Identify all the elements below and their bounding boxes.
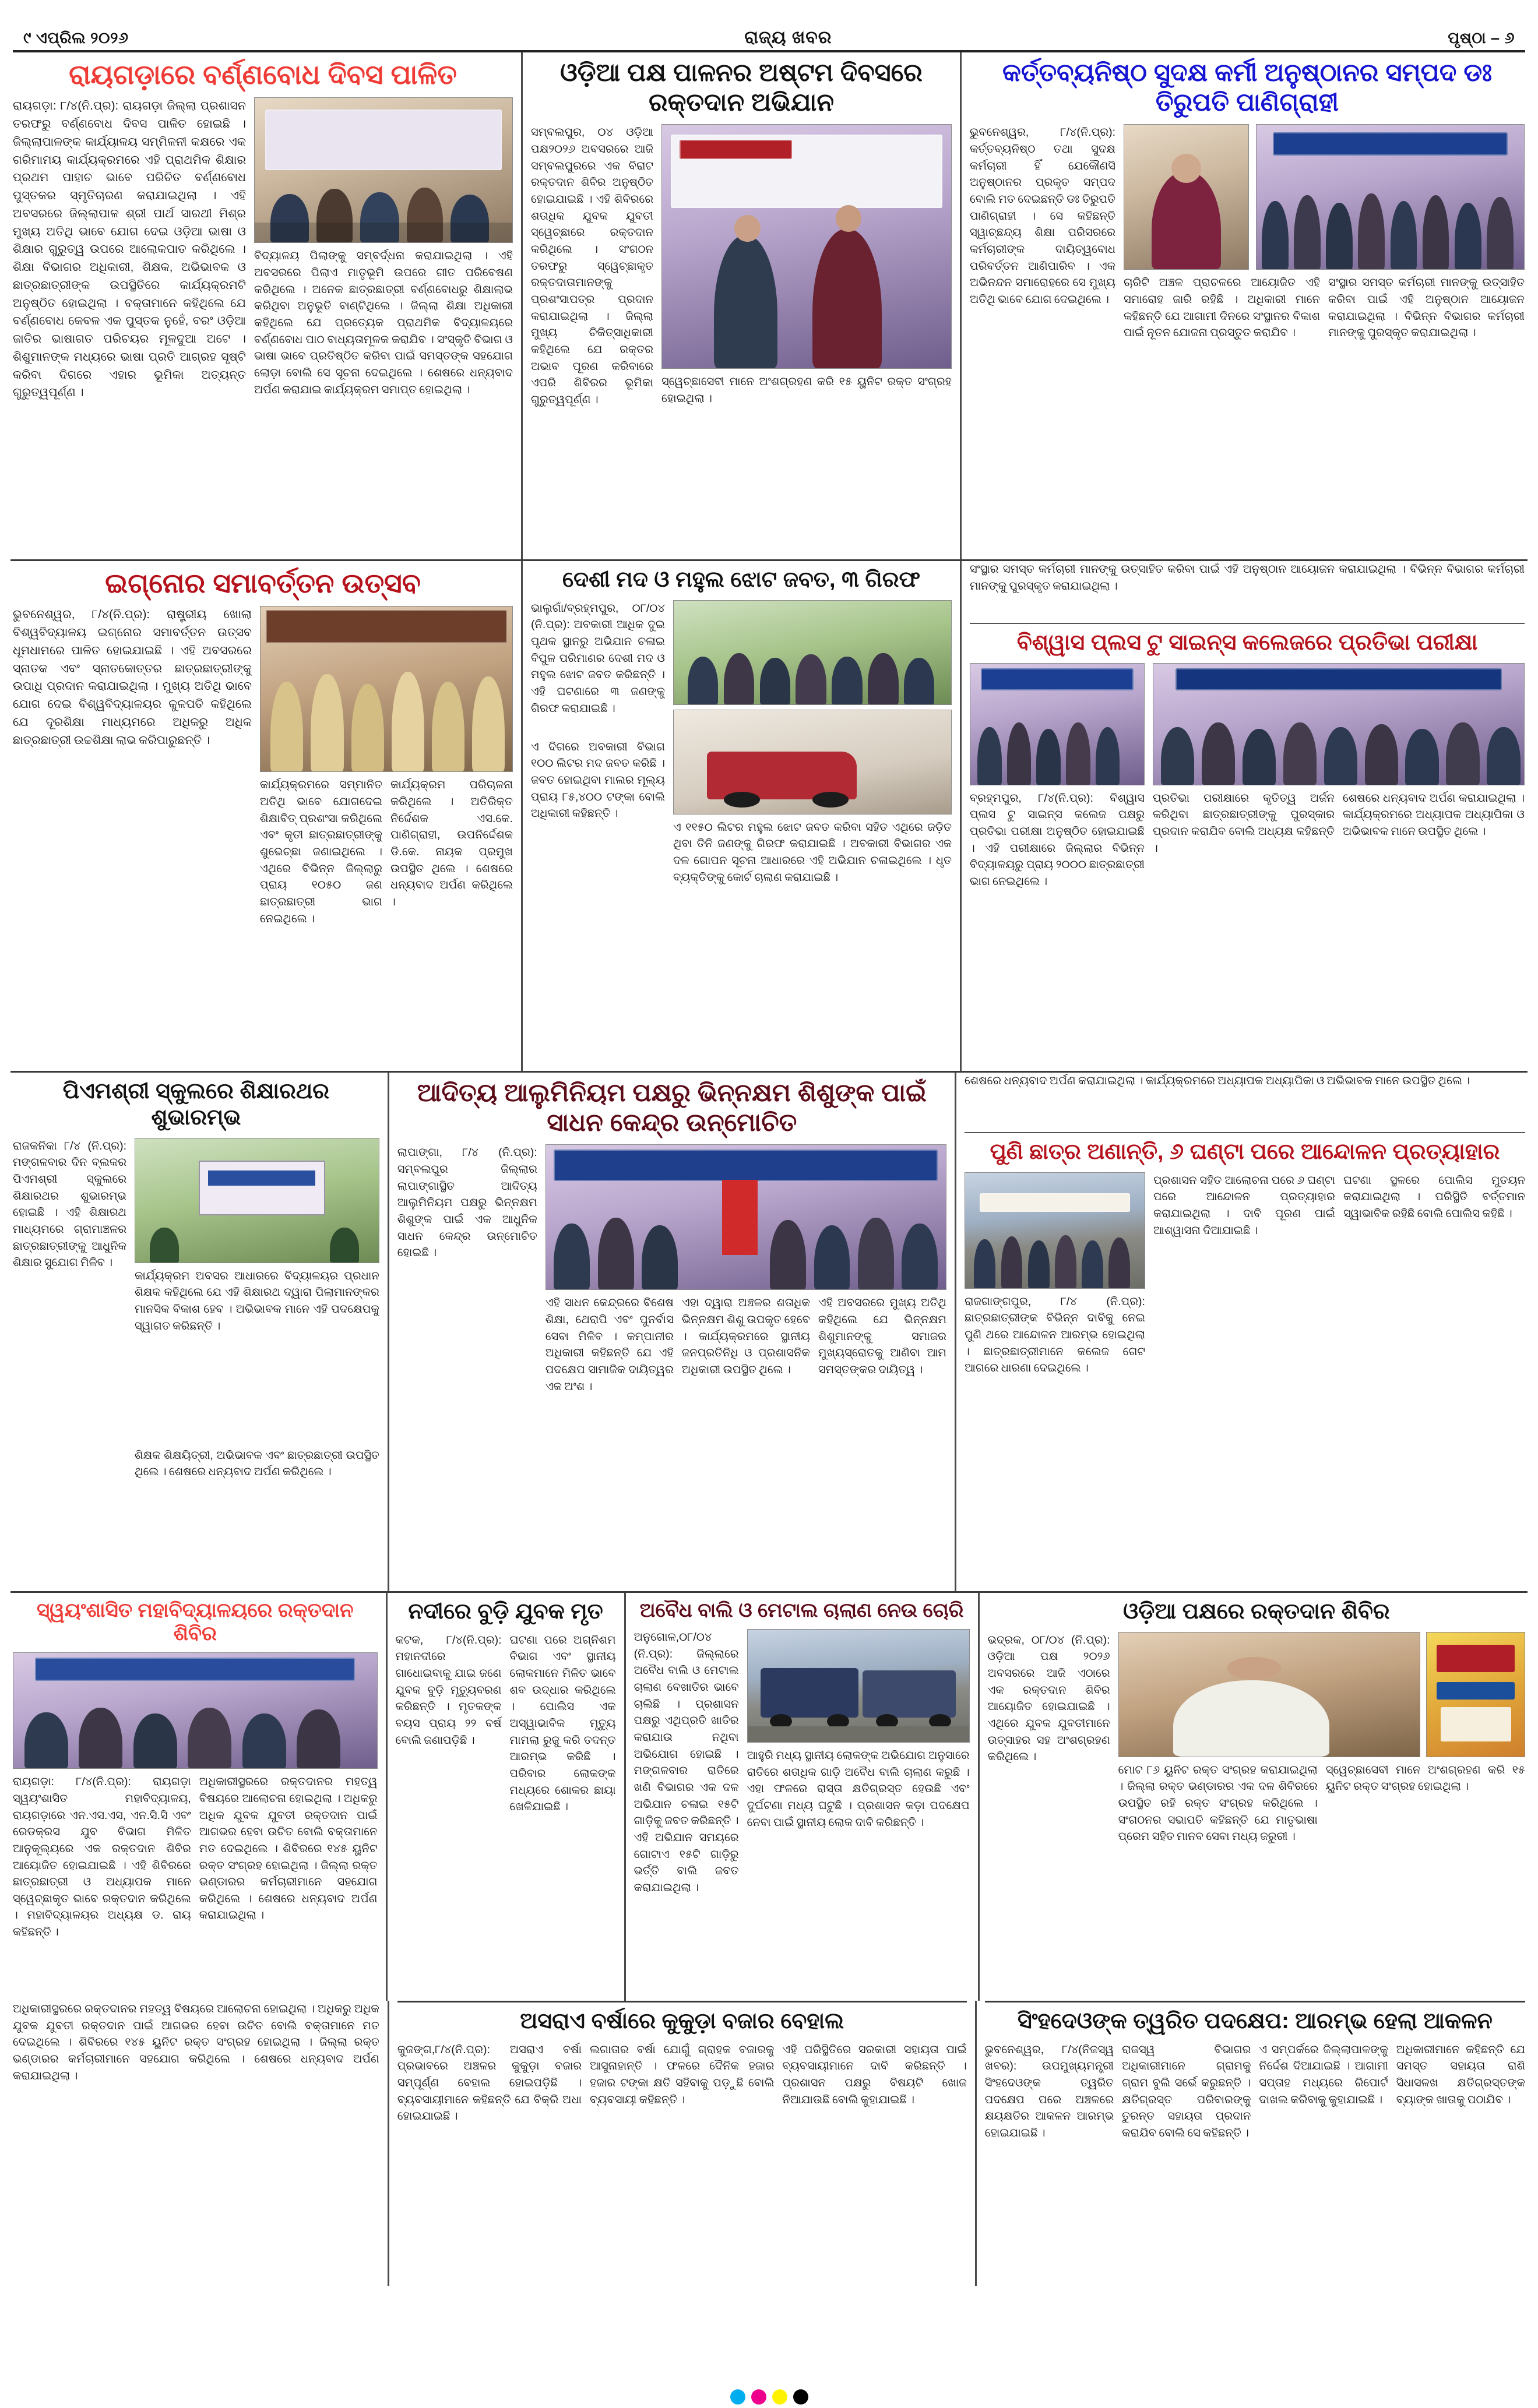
story-pmshri-shiksharatha xyxy=(10,1073,382,1591)
cmyk-registration-marks xyxy=(730,2389,808,2405)
body-text: ଘଟଣା ପରେ ଅଗ୍ନିଶମ ବିଭାଗ ଏବଂ ସ୍ଥାନୀୟ ଲୋକମାନେ ମିଳିତ ଭାବେ ଶବ ଉଦ୍ଧାର କରିଥିଲେ । ପୋଲିସ ଏକ ଅସ୍ୱାଭାବିକ ମୃତ୍ୟୁ ମାମଲା ରୁଜୁ କରି ତଦନ୍ତ ଆରମ୍ଭ କରିଛି । ପରିବାର ଲୋକଙ୍କ ମଧ୍ୟରେ ଶୋକର ଛାୟା ଖେଳିଯାଇଛି । xyxy=(509,1633,616,1814)
body-text: ଏହି ପରିସ୍ଥିତିରେ ସରକାରୀ ସହାୟତା ପାଇଁ ବ୍ୟବସାୟୀମାନେ ଦାବି କରିଛନ୍ତି । ପ୍ରଶାସନ ପକ୍ଷରୁ ବିଷୟଟି ଖୋଜ ନିଆଯାଉଛି ବୋଲି କୁହାଯାଇଛି । xyxy=(782,2043,967,2106)
story-odia-paksha-blood-camp xyxy=(986,1593,1528,2001)
story-biswas-plus-two xyxy=(967,561,1527,1071)
photo-barnabodha-event xyxy=(254,97,513,243)
body-text: ଭୁବନେଶ୍ୱର, ୮/୪(ନି.ପ୍ର): କର୍ତ୍ତବ୍ୟନିଷ୍ଠ ତଥା ସୁଦକ୍ଷ କର୍ମଚାରୀ ହିଁ ଯେକୌଣସି ଅନୁଷ୍ଠାନର ପ୍ରକୃତ ସମ୍ପଦ ବୋଲି ମତ ଦେଇଛନ୍ତି ଡଃ ତିରୁପତି ପାଣିଗ୍ରାହୀ । ସେ କହିଛନ୍ତି ସ୍ୱାଚ୍ଛନ୍ଦ୍ୟ ଶିକ୍ଷା ପରିସରରେ କର୍ମଚାରୀଙ୍କ ଦାୟିତ୍ୱବୋଧ ପରିବର୍ତ୍ତନ ଆଣିପାରିବ । ଏକ ଅଭିନନ୍ଦନ ସମାରୋହରେ ସେ ମୁଖ୍ୟ ଅତିଥି ଭାବେ ଯୋଗ ଦେଇଥିଲେ । xyxy=(970,126,1115,306)
column-divider xyxy=(521,52,523,559)
column-divider xyxy=(386,1593,388,2001)
photo-camp-banner xyxy=(1426,1632,1525,1757)
headline-aditya-aluminium: ଆଦିତ୍ୟ ଆଲୁମିନିୟମ ପକ୍ଷରୁ ଭିନ୍ନକ୍ଷମ ଶିଶୁଙ୍କ ପାଇଁ ସାଧନ କେନ୍ଦ୍ର ଉନ୍ମୋଚିତ xyxy=(417,1079,927,1137)
magenta-dot xyxy=(751,2389,766,2405)
row5-left-spacer xyxy=(10,2001,382,2286)
row-5 xyxy=(10,2001,1528,2286)
continuation-text: ସଂସ୍ଥାର ସମସ୍ତ କର୍ମଚାରୀ ମାନଙ୍କୁ ଉତ୍ସାହିତ କରିବା ପାଇଁ ଏହି ଅନୁଷ୍ଠାନ ଆୟୋଜନ କରାଯାଇଥିଲା । ବିଭିନ୍ନ ବିଭାଗର କର୍ମଚାରୀ ମାନଙ୍କୁ ପୁରସ୍କୃତ କରାଯାଇଥିଲା । xyxy=(970,563,1525,593)
headline-singhdeo-action: ସିଂହଦେଓଙ୍କ ତ୍ୱରିତ ପଦକ୍ଷେପ: ଆରମ୍ଭ ହେଲା ଆକଳନ xyxy=(1017,2009,1493,2033)
story-tirupati-panigrahi xyxy=(967,52,1527,559)
body-text: ଅନୁଗୋଳ,୦୮/୦୪ (ନି.ପ୍ର): ଜିଲ୍ଲାରେ ଅବୈଧ ବାଲି ଓ ମେଟାଲ ଚାଲାଣ ବେଖାତିର ଭାବେ ଚାଲିଛି । ପ୍ରଶାସନ ପକ୍ଷରୁ ଏଥିପ୍ରତି ଖାତିର କରାଯାଉ ନଥିବା ଅଭିଯୋଗ ହୋଇଛି । ମଙ୍ଗଳବାର ରାତିରେ ଖଣି ବିଭାଗର ଏକ ଦଳ ଅଭିଯାନ ଚଳାଇ ୧୫ଟି ଗାଡ଼ିକୁ ଜବତ କରିଛନ୍ତି । ଏହି ଅଭିଯାନ ସମୟରେ ଗୋଟାଏ ୧୫ଟି ଗାଡ଼ିରୁ ଭର୍ତ୍ତି ବାଲି ଜବତ କରାଯାଇଥିଲା । xyxy=(633,1631,739,1894)
headline-autonomous-college-blood: ସ୍ୱୟଂଶାସିତ ମହାବିଦ୍ୟାଳୟରେ ରକ୍ତଦାନ ଶିବିର xyxy=(37,1599,354,1645)
headline-raygada-barnabodha: ରାୟଗଡ଼ାରେ ବର୍ଣ୍ଣବୋଧ ଦିବସ ପାଳିତ xyxy=(69,59,457,90)
body-text: ସ୍ୱେଚ୍ଛାସେବୀ ମାନେ ଅଂଶଗ୍ରହଣ କରି ୧୫ ୟୁନିଟ ରକ୍ତ ସଂଗ୍ରହ ହୋଇଥିଲା । xyxy=(661,375,952,406)
body-text: ଏ ଦିଗରେ ଅବକାରୀ ବିଭାଗ ୧୦୦ ଲିଟର ମଦ ଜବତ କରିଛି । ଜବତ ହୋଇଥିବା ମାଲର ମୂଲ୍ୟ ପ୍ରାୟ ୮୫,୪୦୦ ଟଙ୍କା ବୋଲି ଅଧିକାରୀ କହିଛନ୍ତି । xyxy=(531,740,665,820)
body-text: ରାଜଗାଙ୍ଗପୁର, ୮/୪ (ନି.ପ୍ର): ଛାତ୍ରଛାତ୍ରୀଙ୍କ ବିଭିନ୍ନ ଦାବିକୁ ନେଇ ପୁଣି ଥରେ ଆନ୍ଦୋଳନ ଆରମ୍ଭ ହୋଇଥିଲା । ଛାତ୍ରଛାତ୍ରୀମାନେ କଲେଜ ଗେଟ ଆଗରେ ଧାରଣା ଦେଇଥିଲେ । xyxy=(964,1295,1145,1375)
column-divider xyxy=(624,1593,626,2001)
story-students-protest xyxy=(962,1073,1528,1591)
photo-group-felicitation xyxy=(1256,124,1525,270)
masthead-page-number: ପୃଷ୍ଠା – ୬ xyxy=(1448,29,1515,47)
black-dot xyxy=(793,2389,808,2405)
body-text: ରାଜକନିକା ୮/୪ (ନି.ପ୍ର): ମଙ୍ଗଳବାର ଦିନ ବ୍ଲକର ପିଏମଶ୍ରୀ ସ୍କୁଲରେ ଶିକ୍ଷାରଥର ଶୁଭାରମ୍ଭ ହୋଇଛି । ଏହି ଶିକ୍ଷାରଥ ମାଧ୍ୟମରେ ଗ୍ରାମାଞ୍ଚଳର ଛାତ୍ରଛାତ୍ରୀଙ୍କୁ ଆଧୁନିକ ଶିକ୍ଷାର ସୁଯୋଗ ମିଳିବ । xyxy=(13,1139,126,1270)
photo-centre-inauguration xyxy=(545,1144,946,1290)
body-text: ଏହି ଅବସରରେ ମୁଖ୍ୟ ଅତିଥି କହିଥିଲେ ଯେ ଭିନ୍ନକ୍ଷମ ଶିଶୁମାନଙ୍କୁ ସମାଜର ମୁଖ୍ୟସ୍ରୋତକୁ ଆଣିବା ଆମ ସମସ୍ତଙ୍କର ଦାୟିତ୍ୱ । xyxy=(818,1296,946,1377)
photo-student-protest xyxy=(965,1172,1145,1289)
body-text: ଏହି ସାଧନ କେନ୍ଦ୍ରରେ ବିଶେଷ ଶିକ୍ଷା, ଥେରାପି ଏବଂ ପୁନର୍ବାସ ସେବା ମିଳିବ । କମ୍ପାନୀର ଅଧିକାରୀ କହିଛନ୍ତି ଯେ ଏହି ପଦକ୍ଷେପ ସାମାଜିକ ଦାୟିତ୍ୱର ଏକ ଅଂଶ । xyxy=(545,1296,674,1393)
column-divider xyxy=(960,52,962,559)
body-text: ଏ ୧୧୫୦ ଲିଟର ମହୁଲ ଝୋଟ ଜବତ କରିବା ସହିତ ଏଥିରେ ଜଡ଼ିତ ଥିବା ତିନି ଜଣଙ୍କୁ ଗିରଫ କରାଯାଇଛି । ଅବକାରୀ ବିଭାଗର ଏକ ଦଳ ଗୋପନ ସୂଚନା ଆଧାରରେ ଏହି ଅଭିଯାନ ଚଳାଇଥିଲେ । ଧୃତ ବ୍ୟକ୍ତିଙ୍କୁ କୋର୍ଟ ଚାଲାଣ କରାଯାଇଛି । xyxy=(673,820,952,884)
body-text: ବିଦ୍ୟାଳୟ ପିଲାଙ୍କୁ ସମ୍ବର୍ଦ୍ଧନା କରାଯାଇଥିଲା । ଏହି ଅବସରରେ ପିଲାଏ ମାତୃଭୂମି ଉପରେ ଗୀତ ପରିବେଷଣ କରିଥିଲେ । ଅନେକ ଛାତ୍ରଛାତ୍ରୀ ବର୍ଣ୍ଣବୋଧରୁ ଶିକ୍ଷାଲାଭ କରିଥିବା ଅନୁଭୂତି ବାଣ୍ଟିଥିଲେ । ଜିଲ୍ଲା ଶିକ୍ଷା ଅଧିକାରୀ କହିଥିଲେ ଯେ ପ୍ରତ୍ୟେକ ପ୍ରାଥମିକ ବିଦ୍ୟାଳୟରେ ବର୍ଣ୍ଣବୋଧ ପାଠ ବାଧ୍ୟତାମୂଳକ କରାଯିବ । ସଂସ୍କୃତି ବିଭାଗ ଓ ଭାଷା ଭାବେ ପ୍ରତିଷ୍ଠିତ କରିବା ପାଇଁ ସମସ୍ତଙ୍କ ସହଯୋଗ ଲୋଡ଼ା ବୋଲି ସେ ସୂଚନା ଦେଇଥିଲେ । ଶେଷରେ ଧନ୍ୟବାଦ ଅର୍ପଣ କରାଯାଇ କାର୍ଯ୍ୟକ୍ରମ ସମାପ୍ତ ହୋଇଥିଲା । xyxy=(254,249,513,396)
body-text: ରାୟଗଡ଼ା: ୮/୪(ନି.ପ୍ର): ରାୟଗଡ଼ା ସ୍ୱୟଂଶାସିତ ମହାବିଦ୍ୟାଳୟ, ରାୟଗଡ଼ାରେ ଏନ.ଏସ.ଏସ, ଏନ.ସି.ସି ଏବଂ ରେଡକ୍ରସ ଯୁବ ବିଭାଗ ମିଳିତ ଆନୁକୂଲ୍ୟରେ ଏକ ରକ୍ତଦାନ ଶିବିର ଆୟୋଜିତ ହୋଇଯାଇଛି । ଏହି ଶିବିରରେ ଛାତ୍ରଛାତ୍ରୀ ଓ ଅଧ୍ୟାପକ ମାନେ ସ୍ୱେଚ୍ଛାକୃତ ଭାବେ ରକ୍ତଦାନ କରିଥିଲେ । ମହାବିଦ୍ୟାଳୟର ଅଧ୍ୟକ୍ଷ ଡ. ରାୟ କହିଛନ୍ତି । xyxy=(13,1775,191,1939)
body-text: କାର୍ଯ୍ୟକ୍ରମ ଅବସର ଆଧାରରେ ବିଦ୍ୟାଳୟର ପ୍ରଧାନ ଶିକ୍ଷକ କହିଥିଲେ ଯେ ଏହି ଶିକ୍ଷାରଥ ଦ୍ୱାରା ପିଲାମାନଙ୍କର ମାନସିକ ବିକାଶ ହେବ । ଅଭିଭାବକ ମାନେ ଏହି ପଦକ୍ଷେପକୁ ସ୍ୱାଗତ କରିଛନ୍ତି । xyxy=(135,1269,379,1332)
body-text: କାର୍ଯ୍ୟକ୍ରମରେ ସମ୍ମାନିତ ଅତିଥି ଭାବେ ଯୋଗଦେଇ ଶିକ୍ଷାବିତ୍ ପ୍ରଶଂସା କରିଥିଲେ ଏବଂ କୃତୀ ଛାତ୍ରଛାତ୍ରୀଙ୍କୁ ଶୁଭେଚ୍ଛା ଜଣାଇଥିଲେ । ଏଥିରେ ବିଭିନ୍ନ ଜିଲ୍ଲାରୁ ପ୍ରାୟ ୧୦୫୦ ଜଣ ଛାତ୍ରଛାତ୍ରୀ ଭାଗ ନେଇଥିଲେ । xyxy=(260,778,382,925)
column-divider xyxy=(955,1073,956,1591)
body-text: ଅଧିକାରୀସ୍ଥରରେ ରକ୍ତଦାନର ମହତ୍ୱ ବିଷୟରେ ଆଲୋଚନା ହୋଇଥିଲା । ଅଧିକରୁ ଅଧିକ ଯୁବକ ଯୁବତୀ ରକ୍ତଦାନ ପାଇଁ ଆଗଭର ହେବା ଉଚିତ ବୋଲି ବକ୍ତାମାନେ ମତ ଦେଇଥିଲେ । ଶିବିରରେ ୧୪୫ ୟୁନିଟ ରକ୍ତ ସଂଗ୍ରହ ହୋଇଥିଲା । ଜିଲ୍ଲା ରକ୍ତ ଭଣ୍ଡାରର କର୍ମଚାରୀମାନେ ସହଯୋଗ କରିଥିଲେ । ଶେଷରେ ଧନ୍ୟବାଦ ଅର୍ପଣ କରାଯାଇଥିଲା । xyxy=(13,2002,379,2082)
body-text: କାର୍ଯ୍ୟକ୍ରମ ପରିଚାଳନା କରିଥିଲେ । ଅତିରିକ୍ତ ନିର୍ଦ୍ଦେଶକ ଏସ.କେ. ପାଣିଗ୍ରାହୀ, ଉପନିର୍ଦ୍ଦେଶକ ଡି.କେ. ନାୟକ ପ୍ରମୁଖ ଉପସ୍ଥିତ ଥିଲେ । ଶେଷରେ ଧନ୍ୟବାଦ ଅର୍ପଣ କରିଥିଲେ । xyxy=(390,778,513,909)
row-3 xyxy=(10,1073,1528,1591)
body-text: ସଂସ୍ଥାର ସମସ୍ତ କର୍ମଚାରୀ ମାନଙ୍କୁ ଉତ୍ସାହିତ କରିବା ପାଇଁ ଏହି ଅନୁଷ୍ଠାନ ଆୟୋଜନ କରାଯାଇଥିଲା । ବିଭିନ୍ନ ବିଭାଗର କର୍ମଚାରୀ ମାନଙ୍କୁ ପୁରସ୍କୃତ କରାଯାଇଥିଲା । xyxy=(1328,276,1525,340)
headline-biswas-plus-two: ବିଶ୍ୱାସ ପ୍ଲସ ଟୁ ସାଇନ୍ସ କଲେଜରେ ପ୍ରତିଭା ପରୀକ୍ଷା xyxy=(1016,630,1478,655)
story-raygada-barnabodha xyxy=(10,52,515,559)
headline-pmshri-shiksharatha: ପିଏମଶ୍ରୀ ସ୍କୁଲରେ ଶିକ୍ଷାରଥର ଶୁଭାରମ୍ଭ xyxy=(62,1079,330,1130)
photo-blood-donation-felicitation xyxy=(661,124,952,369)
headline-odia-paksha-blood-camp: ଓଡ଼ିଆ ପକ୍ଷରେ ରକ୍ତଦାନ ଶିବିର xyxy=(1122,1599,1390,1624)
headline-chicken-market: ଅସରାଏ ବର୍ଷାରେ କୁକୁଡ଼ା ବଜାର ବେହାଲ xyxy=(520,2009,844,2033)
body-text: କୁଜଙ୍ଗ,୮/୪(ନି.ପ୍ର): ଅସରାଏ ବର୍ଷା ପ୍ରଭାବରେ ଅଞ୍ଚଳର କୁକୁଡ଼ା ବଜାର ସମ୍ପୂର୍ଣ୍ଣ ବେହାଲ ହୋଇପଡ଼ିଛି । ବ୍ୟବସାୟୀମାନେ କହିଛନ୍ତି ଯେ ବିକ୍ରି ଅଧା ହୋଇଯାଇଛି । xyxy=(397,2043,582,2123)
story-aditya-aluminium xyxy=(395,1073,949,1591)
body-text: ଲଗାତାର ବର୍ଷା ଯୋଗୁଁ ଗ୍ରାହକ ବଜାରକୁ ଆସୁନାହାନ୍ତି । ଫଳରେ ଦୈନିକ ହଜାର ହଜାର ଟଙ୍କା କ୍ଷତି ସହିବାକୁ ପଡ଼ୁଛି ବୋଲି ବ୍ୟବସାୟୀ କହିଛନ୍ତି । xyxy=(590,2043,775,2106)
photo-college-blood-camp xyxy=(13,1652,378,1769)
body-text: ସମ୍ବଲପୁର, ୦୪ ଓଡ଼ିଆ ପକ୍ଷ୨୦୨୬ ଅବସରରେ ଆଜି ସମ୍ବଲପୁରରେ ଏକ ବିରାଟ ରକ୍ତଦାନ ଶିବିର ଅନୁଷ୍ଠିତ ହୋଇଯାଇଛି । ଏହି ଶିବିରରେ ଶତାଧିକ ଯୁବକ ଯୁବତୀ ସ୍ୱେଚ୍ଛାରେ ରକ୍ତଦାନ କରିଥିଲେ । ସଂଗଠନ ତରଫରୁ ସ୍ୱେଚ୍ଛାକୃତ ରକ୍ତଦାତାମାନଙ୍କୁ ପ୍ରଶଂସାପତ୍ର ପ୍ରଦାନ କରାଯାଇଥିଲା । ଜିଲ୍ଲା ମୁଖ୍ୟ ଚିକିତ୍ସାଧିକାରୀ କହିଥିଲେ ଯେ ରକ୍ତର ଅଭାବ ପୂରଣ କରିବାରେ ଏପରି ଶିବିରର ଭୂମିକା ଗୁରୁତ୍ୱପୂର୍ଣ୍ଣ । xyxy=(531,126,653,406)
cyan-dot xyxy=(730,2389,745,2405)
body-text: ରାଜସ୍ୱ ବିଭାଗର ଅଧିକାରୀମାନେ ଗ୍ରାମକୁ ଗ୍ରାମ ବୁଲି ସର୍ଭେ କରୁଛନ୍ତି । କ୍ଷତିଗ୍ରସ୍ତ ପରିବାରଙ୍କୁ ତୁରନ୍ତ ସହାୟତା ପ୍ରଦାନ କରାଯିବ ବୋଲି ସେ କହିଛନ୍ତି । xyxy=(1122,2043,1251,2140)
body-text: ଭାଲୁଗାଁ/ବ୍ରହ୍ମପୁର, ୦୮/୦୪ (ନି.ପ୍ର): ଅବକାରୀ ଆଧିକ ଦୁଇ ପୃଥକ ସ୍ଥାନରୁ ଅଭିଯାନ ଚଳାଇ ବିପୁଳ ପରିମାଣର ଦେଶୀ ମଦ ଓ ମହୁଲ ଝୋଟ ଜବତ କରିଛନ୍ତି । ଏହି ଘଟଣାରେ ୩ ଜଣଙ୍କୁ ଗିରଫ କରାଯାଇଛି । xyxy=(531,601,665,715)
continuation-text: ଶେଷରେ ଧନ୍ୟବାଦ ଅର୍ପଣ କରାଯାଇଥିଲା । କାର୍ଯ୍ୟକ୍ରମରେ ଅଧ୍ୟାପକ ଅଧ୍ୟାପିକା ଓ ଅଭିଭାବକ ମାନେ ଉପସ୍ଥିତ ଥିଲେ । xyxy=(964,1074,1470,1087)
body-text: ଭୁବନେଶ୍ୱର, ୮/୪(ନିଜସ୍ୱ ଖବର): ଉପମୁଖ୍ୟମନ୍ତ୍ରୀ ସିଂହଦେଓଙ୍କ ତ୍ୱରିତ ପଦକ୍ଷେପ ପରେ ଅଞ୍ଚଳରେ କ୍ଷୟକ୍ଷତିର ଆକଳନ ଆରମ୍ଭ ହୋଇଯାଇଛି । xyxy=(984,2043,1114,2140)
body-text: ଲାପାଙ୍ଗା, ୮/୪ (ନି.ପ୍ର): ସମ୍ବଲପୁର ଜିଲ୍ଲାର ଲାପାଙ୍ଗାସ୍ଥିତ ଆଦିତ୍ୟ ଆଲୁମିନିୟମ ପକ୍ଷରୁ ଭିନ୍ନକ୍ଷମ ଶିଶୁଙ୍କ ପାଇଁ ଏକ ଆଧୁନିକ ସାଧନ କେନ୍ଦ୍ର ଉନ୍ମୋଚିତ ହୋଇଛି । xyxy=(397,1146,537,1260)
row-2 xyxy=(10,561,1528,1071)
body-text: ଭଦ୍ରକ, ୦୮/୦୪ (ନି.ପ୍ର): ଓଡ଼ିଆ ପକ୍ଷ ୨୦୨୬ ଅବସରରେ ଆଜି ଏଠାରେ ଏକ ରକ୍ତଦାନ ଶିବିର ଆୟୋଜିତ ହୋଇଯାଇଛି । ଏଥିରେ ଯୁବକ ଯୁବତୀମାନେ ଉତ୍ସାହର ସହ ଅଂଶଗ୍ରହଣ କରିଥିଲେ । xyxy=(987,1633,1110,1764)
story-singhdeo-action xyxy=(983,2001,1528,2286)
body-text: ଏ ସମ୍ପର୍କରେ ଜିଲ୍ଲାପାଳଙ୍କୁ ନିର୍ଦ୍ଦେଶ ଦିଆଯାଇଛି । ଆଗାମୀ ସପ୍ତାହ ମଧ୍ୟରେ ରିପୋର୍ଟ ଦାଖଲ କରିବାକୁ କୁହାଯାଇଛି । xyxy=(1259,2043,1388,2106)
row-1 xyxy=(10,52,1528,559)
body-text: ରାୟଗଡ଼ା: ୮/୪(ନି.ପ୍ର): ରାୟଗଡ଼ା ଜିଲ୍ଲା ପ୍ରଶାସନ ତରଫରୁ ବର୍ଣ୍ଣବୋଧ ଦିବସ ପାଳିତ ହୋଇଛି । ଜିଲ୍ଲାପାଳଙ୍କ କାର୍ଯ୍ୟାଳୟ ସମ୍ମିଳନୀ କକ୍ଷରେ ଏକ ଗରିମାମୟ କାର୍ଯ୍ୟକ୍ରମରେ ଏହି ପ୍ରାଥମିକ ଶିକ୍ଷାର ପ୍ରଥମ ପାହାଚ ଭାବେ ପରିଚିତ ବର୍ଣ୍ଣବୋଧ ପୁସ୍ତକର ସ୍ମୃତିଚାରଣ କରାଯାଇଥିଲା । ଏହି ଅବସରରେ ଜିଲ୍ଲାପାଳ ଶ୍ରୀ ପାର୍ଥ ସାରଥୀ ମିଶ୍ର ମୁଖ୍ୟ ଅତିଥି ଭାବେ ଯୋଗ ଦେଇ ଓଡ଼ିଆ ଭାଷା ଓ ଶିକ୍ଷାର ଗୁରୁତ୍ୱ ଉପରେ ଆଲୋକପାତ କରିଥିଲେ । ଶିକ୍ଷା ବିଭାଗର ଅଧିକାରୀ, ଶିକ୍ଷକ, ଅଭିଭାବକ ଓ ଛାତ୍ରଛାତ୍ରୀଙ୍କ ଉପସ୍ଥିତିରେ କାର୍ଯ୍ୟକ୍ରମଟି ଅନୁଷ୍ଠିତ ହୋଇଥିଲା । ବକ୍ତାମାନେ କହିଥିଲେ ଯେ ବର୍ଣ୍ଣବୋଧ କେବଳ ଏକ ପୁସ୍ତକ ନୁହେଁ, ବରଂ ଓଡ଼ିଆ ଜାତିର ଭାଷାଗତ ପରିଚୟର ମୂଳଦୁଆ ଅଟେ । ଶିଶୁମାନଙ୍କ ମଧ୍ୟରେ ଭାଷା ପ୍ରତି ଆଗ୍ରହ ସୃଷ୍ଟି କରିବା ଦିଗରେ ଏହାର ଭୂମିକା ଅତ୍ୟନ୍ତ ଗୁରୁତ୍ୱପୂର୍ଣ୍ଣ । xyxy=(13,99,246,400)
masthead xyxy=(10,0,1528,50)
column-divider xyxy=(975,2001,977,2286)
headline-liquor-seizure: ଦେଶୀ ମଦ ଓ ମହୁଲ ଝୋଟ ଜବତ, ୩ ଗିରଫ xyxy=(562,567,921,592)
headline-illegal-sand-metal: ଅବୈଧ ବାଲି ଓ ମେଟାଲ ଚାଲାଣ ନେଉ ଚୋରି xyxy=(639,1599,964,1621)
headline-ignou-convocation: ଇଗ୍ନୋର ସମାବର୍ତ୍ତନ ଉତ୍ସବ xyxy=(105,567,421,598)
body-text: କଟକ, ୮/୪(ନି.ପ୍ର): ମହାନଦୀରେ ଗାଧୋଇବାକୁ ଯାଇ ଜଣେ ଯୁବକ ବୁଡ଼ି ମୃତ୍ୟୁବରଣ କରିଛନ୍ତି । ମୃତକଙ୍କ ବୟସ ପ୍ରାୟ ୨୨ ବର୍ଷ ବୋଲି ଜଣାପଡ଼ିଛି । xyxy=(395,1633,502,1747)
column-divider xyxy=(978,1593,980,2001)
photo-exam-group-right xyxy=(1153,663,1525,785)
body-text: ଶିକ୍ଷକ ଶିକ୍ଷୟିତ୍ରୀ, ଅଭିଭାବକ ଏବଂ ଛାତ୍ରଛାତ୍ରୀ ଉପସ୍ଥିତ ଥିଲେ । ଶେଷରେ ଧନ୍ୟବାଦ ଅର୍ପଣ କରିଥିଲେ । xyxy=(135,1448,379,1479)
masthead-section-title: ରାଜ୍ୟ ଖବର xyxy=(744,28,832,47)
body-text: ଚାରିଟି ଅଞ୍ଚଳ ପ୍ରାଚଳରେ ଆୟୋଜିତ ଏହି ସମାରୋହ ଜାରି ରହିଛି । ଅଧିକାରୀ ମାନେ କହିଛନ୍ତି ଯେ ଆଗାମୀ ଦିନରେ ସଂସ୍ଥାନର ବିକାଶ ପାଇଁ ନୂତନ ଯୋଜନା ପ୍ରସ୍ତୁତ କରାଯିବ । xyxy=(1124,276,1320,340)
photo-convocation-stage xyxy=(260,606,513,772)
headline-students-protest: ପୁଣି ଛାତ୍ର ଅଣାନ୍ତି, ୬ ଘଣ୍ଟା ପରେ ଆନ୍ଦୋଳନ ପ୍ରତ୍ୟାହାର xyxy=(990,1140,1500,1164)
photo-shiksharatha-launch xyxy=(135,1138,379,1263)
photo-felicitation-portrait xyxy=(1124,124,1249,270)
body-text: ଅଧିକାରୀସ୍ଥରରେ ରକ୍ତଦାନର ମହତ୍ୱ ବିଷୟରେ ଆଲୋଚନା ହୋଇଥିଲା । ଅଧିକରୁ ଅଧିକ ଯୁବକ ଯୁବତୀ ରକ୍ତଦାନ ପାଇଁ ଆଗଭର ହେବା ଉଚିତ ବୋଲି ବକ୍ତାମାନେ ମତ ଦେଇଥିଲେ । ଶିବିରରେ ୧୪୫ ୟୁନିଟ ରକ୍ତ ସଂଗ୍ରହ ହୋଇଥିଲା । ଜିଲ୍ଲା ରକ୍ତ ଭଣ୍ଡାରର କର୍ମଚାରୀମାନେ ସହଯୋଗ କରିଥିଲେ । ଶେଷରେ ଧନ୍ୟବାଦ ଅର୍ପଣ କରାଯାଇଥିଲା । xyxy=(199,1775,378,1922)
body-text: ଭୁବନେଶ୍ୱର, ୮/୪(ନି.ପ୍ର): ରାଷ୍ଟ୍ରୀୟ ଖୋଲା ବିଶ୍ୱବିଦ୍ୟାଳୟ ଇଗ୍ନୋର ସମାବର୍ତ୍ତନ ଉତ୍ସବ ଧୂମଧାମରେ ପାଳିତ ହୋଇଯାଇଛି । ଏହି ଅବସରରେ ସ୍ନାତକ ଏବଂ ସ୍ନାତକୋତ୍ତର ଛାତ୍ରଛାତ୍ରୀଙ୍କୁ ଉପାଧି ପ୍ରଦାନ କରାଯାଇଥିଲା । ମୁଖ୍ୟ ଅତିଥି ଭାବେ ଯୋଗ ଦେଇ ବିଶ୍ୱବିଦ୍ୟାଳୟର କୁଳପତି କହିଥିଲେ ଯେ ଦୂରଶିକ୍ଷା ମାଧ୍ୟମରେ ଅଧିକରୁ ଅଧିକ ଛାତ୍ରଛାତ୍ରୀ ଉଚ୍ଚଶିକ୍ଷା ଲାଭ କରିପାରୁଛନ୍ତି । xyxy=(13,608,252,747)
column-divider xyxy=(388,2001,389,2286)
column-divider xyxy=(388,1073,389,1591)
body-text: ବ୍ରହ୍ମପୁର, ୮/୪(ନି.ପ୍ର): ବିଶ୍ୱାସ ପ୍ଲସ ଟୁ ସାଇନ୍ସ କଲେଜ ପକ୍ଷରୁ ପ୍ରତିଭା ପରୀକ୍ଷା ଅନୁଷ୍ଠିତ ହୋଇଯାଇଛି । ଏହି ପରୀକ୍ଷାରେ ଜିଲ୍ଲାର ବିଭିନ୍ନ ବିଦ୍ୟାଳୟରୁ ପ୍ରାୟ ୨୦୦୦ ଛାତ୍ରଛାତ୍ରୀ ଭାଗ ନେଇଥିଲେ । xyxy=(970,791,1145,889)
story-odia-paksha-raktadan xyxy=(529,52,954,559)
column-divider xyxy=(960,561,962,1071)
body-text: ମୋଟ ୮୬ ୟୁନିଟ ରକ୍ତ ସଂଗ୍ରହ କରାଯାଇଥିଲା । ଜିଲ୍ଲା ରକ୍ତ ଭଣ୍ଡାରର ଏକ ଦଳ ଶିବିରରେ ଉପସ୍ଥିତ ରହି ରକ୍ତ ସଂଗ୍ରହ କରିଥିଲେ । ସଂଗଠନର ସଭାପତି କହିଛନ୍ତି ଯେ ମାତୃଭାଷା ପ୍ରେମ ସହିତ ମାନବ ସେବା ମଧ୍ୟ ଜରୁରୀ । xyxy=(1118,1763,1318,1843)
story-autonomous-college-blood xyxy=(10,1593,380,2001)
photo-seized-liquor xyxy=(673,600,952,705)
story-liquor-seizure xyxy=(529,561,954,1071)
body-text: ଏହା ଦ୍ୱାରା ଅଞ୍ଚଳର ଶତାଧିକ ଭିନ୍ନକ୍ଷମ ଶିଶୁ ଉପକୃତ ହେବେ । କାର୍ଯ୍ୟକ୍ରମରେ ସ୍ଥାନୀୟ ଜନପ୍ରତିନିଧି ଓ ପ୍ରଶାସନିକ ଅଧିକାରୀ ଉପସ୍ଥିତ ଥିଲେ । xyxy=(681,1296,810,1377)
photo-speaker-at-camp xyxy=(1118,1632,1420,1757)
photo-exam-group-left xyxy=(970,663,1145,785)
story-ignou-convocation xyxy=(10,561,515,1071)
body-text: ସ୍ୱେଚ୍ଛାସେବୀ ମାନେ ଅଂଶଗ୍ରହଣ କରି ୧୫ ୟୁନିଟ ରକ୍ତ ସଂଗ୍ରହ ହୋଇଥିଲା । xyxy=(1325,1763,1526,1793)
masthead-date: ୯ ଏପ୍ରିଲ ୨୦୨୬ xyxy=(23,29,129,47)
body-text: ଆହୁରି ମଧ୍ୟ ସ୍ଥାନୀୟ ଲୋକଙ୍କ ଅଭିଯୋଗ ଅନୁସାରେ ରାତିରେ ଶତାଧିକ ଗାଡ଼ି ଅବୈଧ ବାଲି ଚାଲାଣ କରୁଛି । ଏହା ଫଳରେ ରାସ୍ତା କ୍ଷତିଗ୍ରସ୍ତ ହେଉଛି ଏବଂ ଦୁର୍ଘଟଣା ମଧ୍ୟ ଘଟୁଛି । ପ୍ରଶାସନ କଡ଼ା ପଦକ୍ଷେପ ନେବା ପାଇଁ ସ୍ଥାନୀୟ ଲୋକ ଦାବି କରିଛନ୍ତି । xyxy=(747,1749,970,1829)
row-4 xyxy=(10,1593,1528,2001)
body-text: ଶେଷରେ ଧନ୍ୟବାଦ ଅର୍ପଣ କରାଯାଇଥିଲା । କାର୍ଯ୍ୟକ୍ରମରେ ଅଧ୍ୟାପକ ଅଧ୍ୟାପିକା ଓ ଅଭିଭାବକ ମାନେ ଉପସ୍ଥିତ ଥିଲେ । xyxy=(1343,791,1525,838)
body-text: ପ୍ରତିଭା ପରୀକ୍ଷାରେ କୃତିତ୍ୱ ଅର୍ଜନ କରିଥିବା ଛାତ୍ରଛାତ୍ରୀଙ୍କୁ ପୁରସ୍କାର ପ୍ରଦାନ କରାଯିବ ବୋଲି ଅଧ୍ୟକ୍ଷ କହିଛନ୍ତି । xyxy=(1153,791,1335,855)
body-text: ପ୍ରଶାସନ ସହିତ ଆଲୋଚନା ପରେ ୬ ଘଣ୍ଟା ପରେ ଆନ୍ଦୋଳନ ପ୍ରତ୍ୟାହାର କରାଯାଇଥିଲା । ଦାବି ପୂରଣ ପାଇଁ ଆଶ୍ୱାସନା ଦିଆଯାଇଛି । xyxy=(1153,1173,1335,1237)
photo-seized-vehicle xyxy=(673,710,952,815)
yellow-dot xyxy=(772,2389,787,2405)
story-illegal-sand-metal xyxy=(632,1593,972,2001)
story-drowning-death xyxy=(393,1593,618,2001)
body-text: ଘଟଣା ସ୍ଥଳରେ ପୋଲିସ ମୁତୟନ କରାଯାଇଥିଲା । ପରିସ୍ଥିତି ବର୍ତ୍ତମାନ ସ୍ୱାଭାବିକ ରହିଛି ବୋଲି ପୋଲିସ କହିଛି । xyxy=(1343,1173,1525,1221)
headline-drowning-death: ନଦୀରେ ବୁଡ଼ି ଯୁବକ ମୃତ xyxy=(408,1599,603,1624)
story-chicken-market xyxy=(395,2001,969,2286)
headline-tirupati-panigrahi: କର୍ତ୍ତବ୍ୟନିଷ୍ଠ ସୁଦକ୍ଷ କର୍ମୀ ଅନୁଷ୍ଠାନର ସମ୍ପଦ ଡଃ ତିରୁପତି ପାଣିଗ୍ରାହୀ xyxy=(1002,59,1492,117)
column-divider xyxy=(521,561,523,1071)
headline-odia-paksha-raktadan: ଓଡ଼ିଆ ପକ୍ଷ ପାଳନର ଅଷ୍ଟମ ଦିବସରେ ରକ୍ତଦାନ ଅଭିଯାନ xyxy=(560,59,923,117)
body-text: ଅଧିକାରୀମାନେ କହିଛନ୍ତି ଯେ ସମସ୍ତ ସହାୟତା ରାଶି ସିଧାସଳଖ କ୍ଷତିଗ୍ରସ୍ତଙ୍କ ବ୍ୟାଙ୍କ ଖାତାକୁ ପଠାଯିବ । xyxy=(1396,2043,1525,2106)
photo-seized-trucks xyxy=(747,1629,970,1743)
